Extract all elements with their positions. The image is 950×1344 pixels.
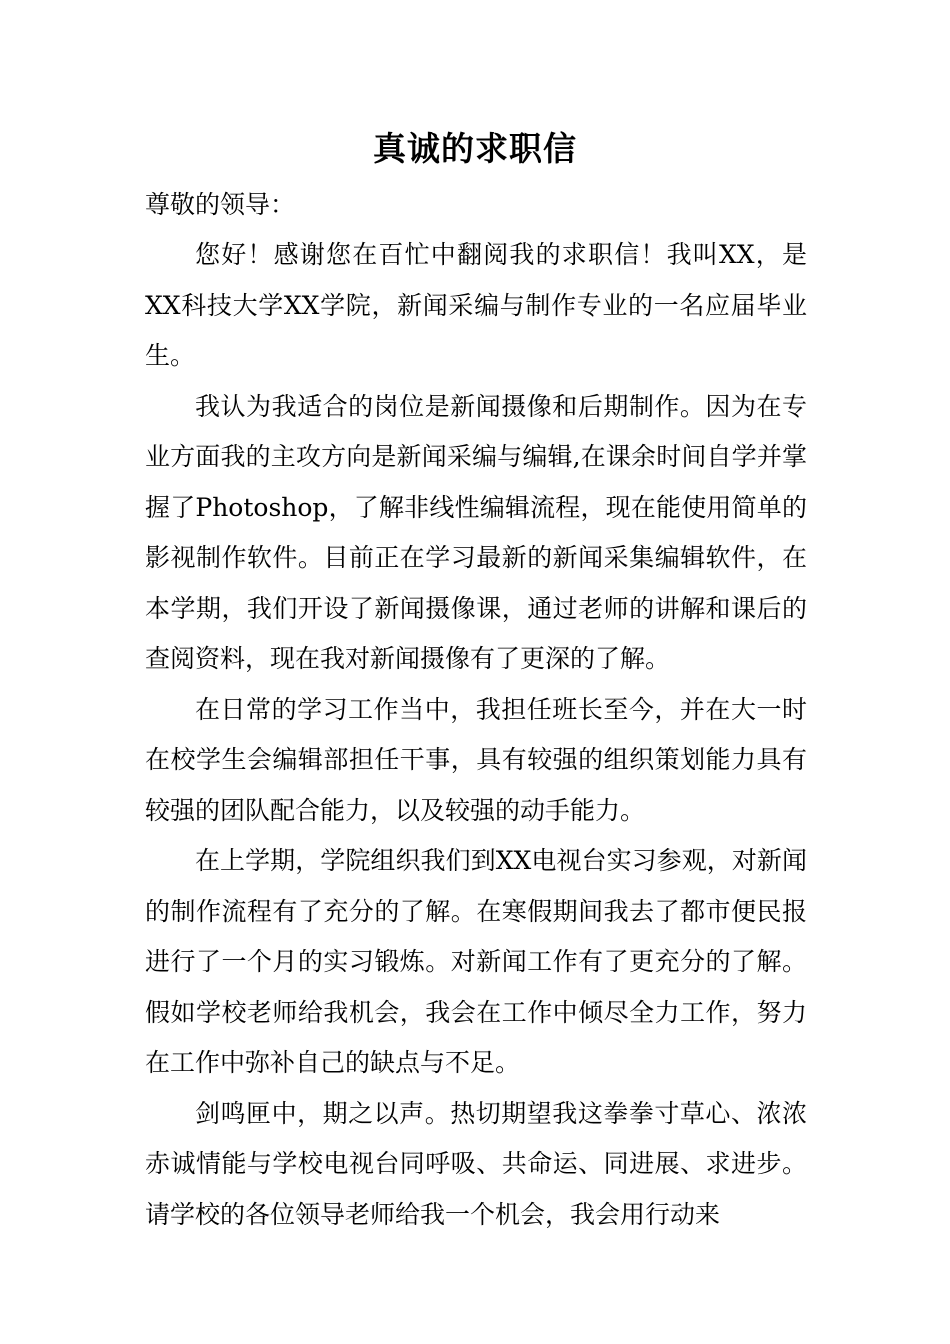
salutation: 尊敬的领导： [145,190,296,219]
paragraph-greeting: 您好！感谢您在百忙中翻阅我的求职信！我叫XX，是XX科技大学XX学院，新闻采编与制作专业的一名应届毕业生。 [145,240,807,370]
letter-body [145,180,807,1240]
paragraph-closing: 剑鸣匣中，期之以声。热切期望我这拳拳寸草心、浓浓赤诚情能与学校电视台同呼吸、共命运、同进展、求进步。请学校的各位领导老师给我一个机会，我会用行动来 [145,1098,807,1229]
paragraph-daily-work: 在日常的学习工作当中，我担任班长至今，并在大一时在校学生会编辑部担任干事，具有较强的组织策划能力具有较强的团队配合能力，以及较强的动手能力。 [145,694,807,825]
page-title: 真诚的求职信 [373,129,577,168]
paragraph-internship: 在上学期，学院组织我们到XX电视台实习参观，对新闻的制作流程有了充分的了解。在寒假期间我去了都市便民报进行了一个月的实习锻炼。对新闻工作有了更充分的了解。假如学校老师给我机会，我会在工作中倾尽全力工作，努力在工作中弥补自己的缺点与不足。 [145,846,807,1077]
paragraph-suitable-position: 我认为我适合的岗位是新闻摄像和后期制作。因为在专业方面我的主攻方向是新闻采编与编辑,在课余时间自学并掌握了Photoshop，了解非线性编辑流程，现在能使用简单的影视制作软件。目前正在学习最新的新闻采集编辑软件，在本学期，我们开设了新闻摄像课，通过老师的讲解和课后的查阅资料，现在我对新闻摄像有了更深的了解。 [145,391,807,673]
